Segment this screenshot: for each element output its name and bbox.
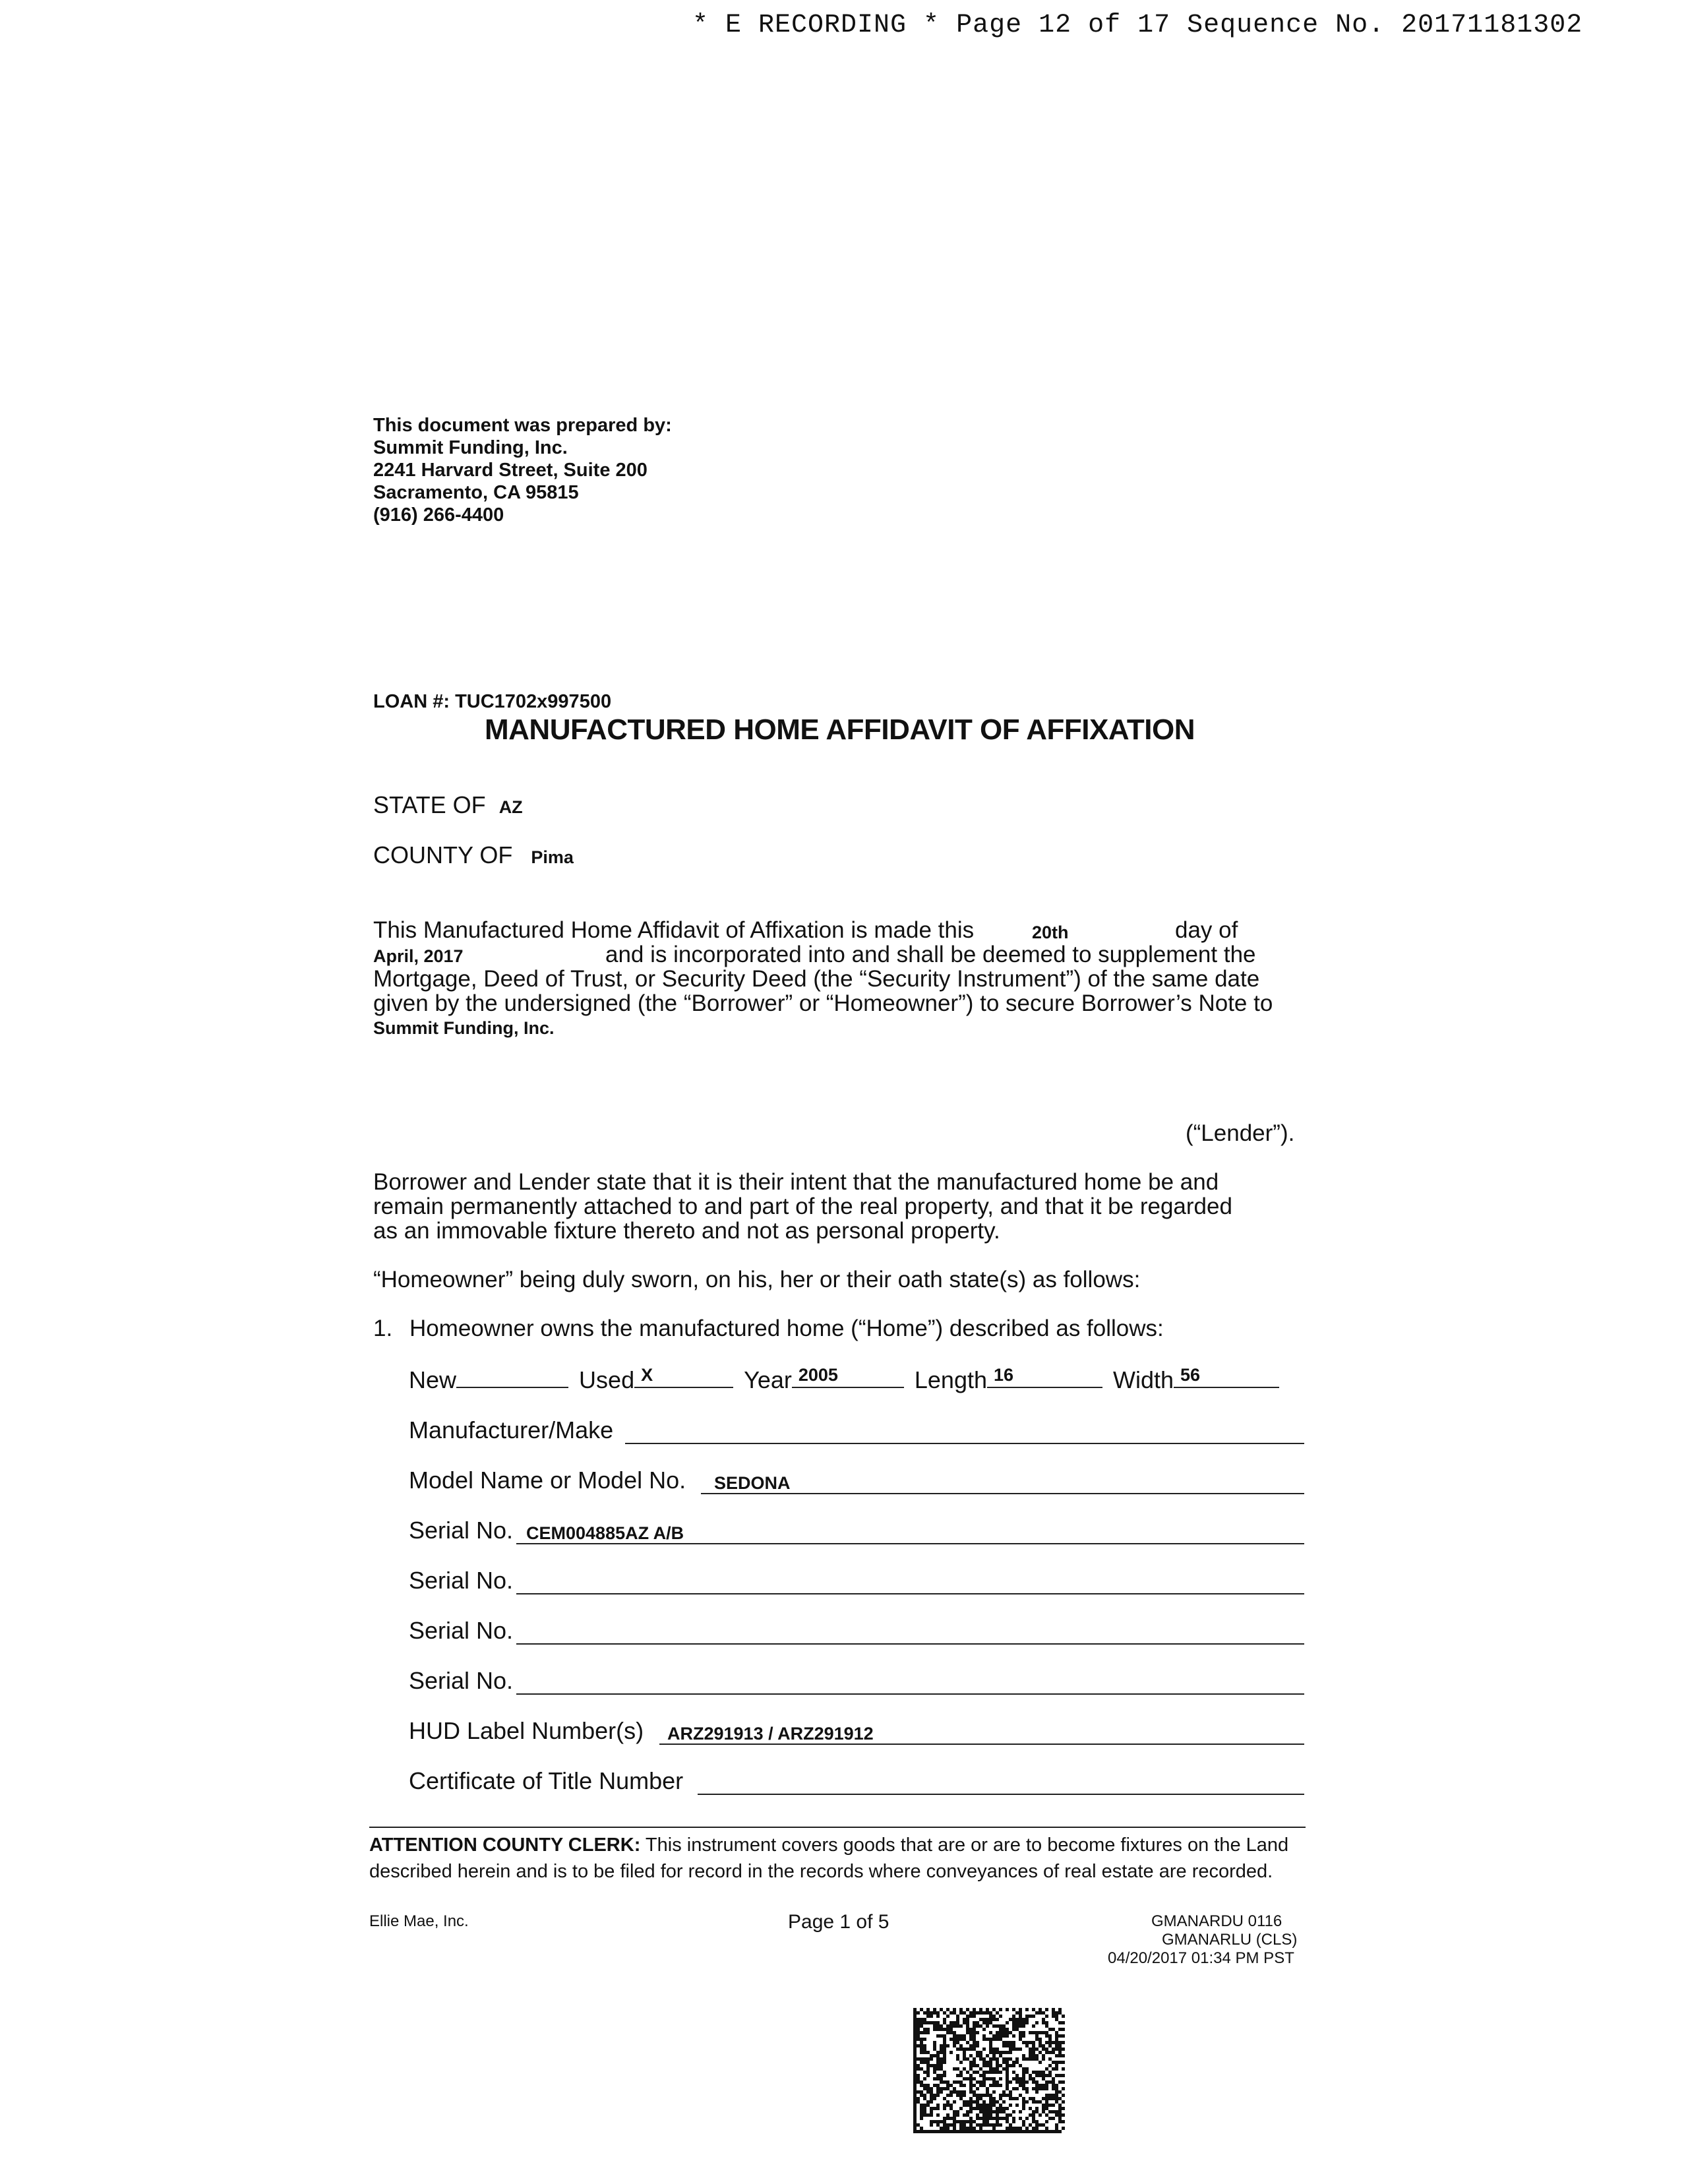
prepared-by-city: Sacramento, CA 95815 — [373, 482, 579, 503]
county-label: COUNTY OF — [373, 841, 513, 868]
hud-row — [409, 1717, 644, 1745]
model-row — [409, 1467, 686, 1494]
attention-text2: described herein and is to be filed for record in the records where conveyances of real estate are recorded. — [369, 1861, 1273, 1882]
footer-timestamp: 04/20/2017 01:34 PM PST — [1108, 1949, 1294, 1967]
intro-part2: and is incorporated into and shall be deemed to supplement the — [605, 942, 1256, 967]
manufacturer-label: Manufacturer/Make — [409, 1416, 614, 1443]
year-field[interactable] — [792, 1367, 904, 1388]
recording-header: * E RECORDING * Page 12 of 17 Sequence No. 20171181302 — [692, 11, 1583, 40]
intent-line3: as an immovable fixture thereto and not as personal property. — [373, 1218, 1000, 1244]
intro-day: 20th — [1032, 923, 1069, 942]
loan-value: TUC1702x997500 — [455, 691, 612, 712]
serial-label-3: Serial No. — [409, 1617, 514, 1644]
serial-row-1 — [409, 1517, 513, 1544]
model-value: SEDONA — [714, 1473, 791, 1493]
serial-value-1: CEM004885AZ A/B — [526, 1523, 684, 1543]
county-line — [373, 841, 574, 869]
prepared-by-heading: This document was prepared by: — [373, 415, 672, 436]
hud-label: HUD Label Number(s) — [409, 1717, 644, 1744]
serial-label-1: Serial No. — [409, 1517, 514, 1544]
loan-label: LOAN #: — [373, 691, 450, 712]
serial-row-3 — [409, 1617, 513, 1645]
footer-form-code2: GMANARLU (CLS) — [1162, 1931, 1298, 1949]
attention-text1: This instrument covers goods that are or are to become fixtures on the Land — [645, 1835, 1289, 1856]
serial-field-2[interactable] — [516, 1593, 1304, 1594]
width-value: 56 — [1180, 1365, 1201, 1385]
serial-row-2 — [409, 1567, 513, 1594]
length-value: 16 — [993, 1365, 1014, 1385]
state-line — [373, 791, 523, 819]
intro-lender-name: Summit Funding, Inc. — [373, 1018, 555, 1038]
intro-lender-tag: (“Lender”). — [1186, 1120, 1295, 1146]
length-field[interactable] — [987, 1367, 1102, 1388]
section-divider — [369, 1827, 1306, 1828]
item-1-number: 1. — [373, 1316, 393, 1341]
serial-label-4: Serial No. — [409, 1667, 514, 1694]
model-label: Model Name or Model No. — [409, 1467, 686, 1494]
year-value: 2005 — [798, 1365, 838, 1385]
home-type-row — [409, 1366, 1279, 1394]
prepared-by-company: Summit Funding, Inc. — [373, 437, 568, 458]
title-number-field[interactable] — [698, 1794, 1304, 1795]
barcode-image — [913, 2008, 1065, 2133]
manufacturer-field[interactable] — [625, 1443, 1304, 1444]
item-1-text: Homeowner owns the manufactured home (“Home”) described as follows: — [409, 1316, 1164, 1341]
intro-day-of: day of — [1175, 917, 1238, 943]
footer-form-code: GMANARDU 0116 — [1151, 1912, 1282, 1930]
prepared-by-phone: (916) 266-4400 — [373, 504, 504, 526]
used-field[interactable] — [634, 1367, 733, 1388]
footer-vendor: Ellie Mae, Inc. — [369, 1912, 469, 1930]
state-label: STATE OF — [373, 791, 486, 818]
loan-number — [373, 691, 611, 713]
prepared-by-street: 2241 Harvard Street, Suite 200 — [373, 460, 648, 481]
intro-line3: Mortgage, Deed of Trust, or Security Deed (the “Security Instrument”) of the same date — [373, 966, 1260, 992]
new-field[interactable] — [456, 1367, 568, 1388]
intent-line2: remain permanently attached to and part of the real property, and that it be regarded — [373, 1194, 1232, 1219]
intent-line1: Borrower and Lender state that it is their intent that the manufactured home be and — [373, 1169, 1219, 1195]
serial-field-4[interactable] — [516, 1693, 1304, 1695]
serial-label-2: Serial No. — [409, 1567, 514, 1594]
footer-page: Page 1 of 5 — [788, 1911, 889, 1933]
attention-label: ATTENTION COUNTY CLERK: — [369, 1835, 641, 1856]
title-number-label: Certificate of Title Number — [409, 1767, 684, 1794]
item-1 — [373, 1316, 1164, 1341]
used-label: Used — [579, 1366, 635, 1393]
state-value: AZ — [498, 797, 523, 817]
length-label: Length — [914, 1366, 987, 1393]
year-label: Year — [744, 1366, 792, 1393]
manufacturer-row — [409, 1416, 613, 1444]
model-field[interactable] — [701, 1493, 1304, 1494]
document-title: MANUFACTURED HOME AFFIDAVIT OF AFFIXATION — [485, 713, 1195, 746]
width-label: Width — [1113, 1366, 1174, 1393]
new-label: New — [409, 1366, 457, 1393]
serial-row-4 — [409, 1667, 513, 1695]
intro-date: April, 2017 — [373, 946, 464, 966]
sworn-statement: “Homeowner” being duly sworn, on his, her or their oath state(s) as follows: — [373, 1267, 1141, 1292]
width-field[interactable] — [1174, 1367, 1279, 1388]
intro-part1: This Manufactured Home Affidavit of Affixation is made this — [373, 917, 975, 943]
title-number-row — [409, 1767, 683, 1795]
county-value: Pima — [531, 847, 574, 867]
used-value: X — [641, 1365, 653, 1385]
hud-value: ARZ291913 / ARZ291912 — [667, 1724, 874, 1744]
serial-field-3[interactable] — [516, 1643, 1304, 1645]
attention-line1 — [369, 1832, 1288, 1858]
intro-line4: given by the undersigned (the “Borrower” or “Homeowner”) to secure Borrower’s Note to — [373, 990, 1273, 1016]
